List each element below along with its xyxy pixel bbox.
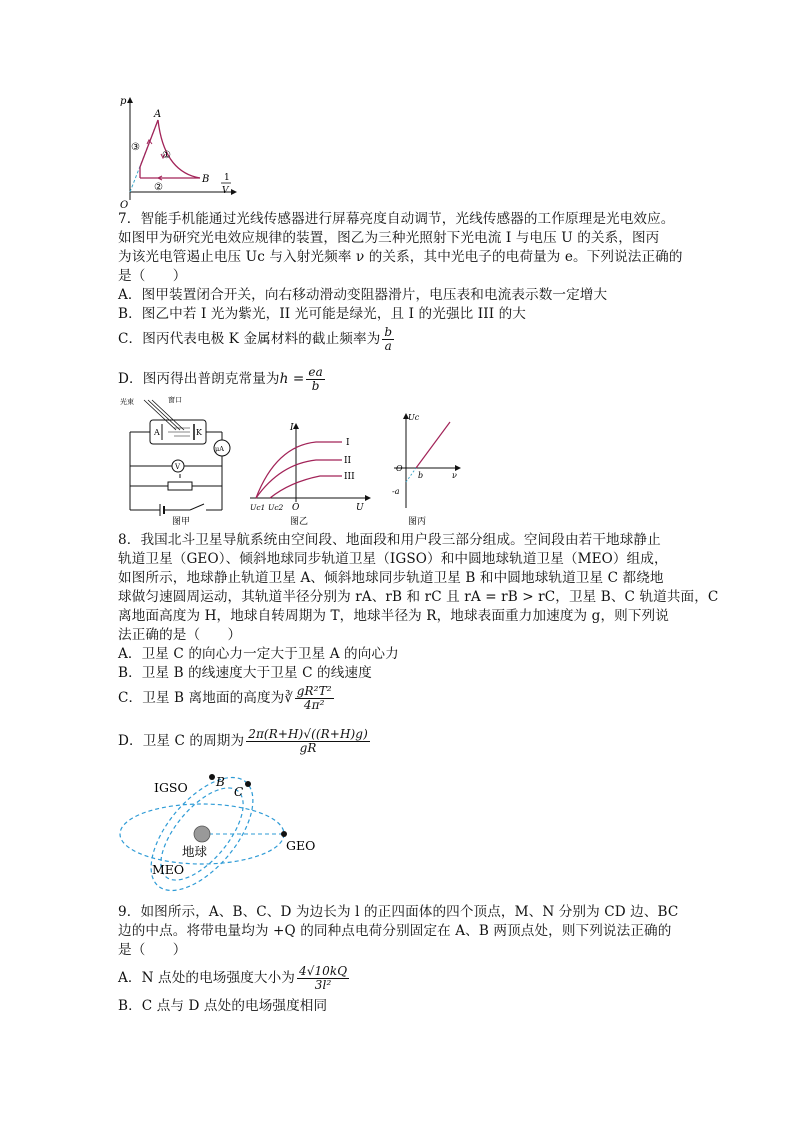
fig-c-b-label: b bbox=[418, 471, 424, 480]
c-label: C bbox=[234, 785, 244, 799]
point-a: A bbox=[154, 109, 162, 120]
path-3 bbox=[140, 120, 158, 167]
q8-option-c: C．卫星 B 离地面的高度为∛ $\frac{\text{gR²T²}}{\text{4π²}}$ bbox=[118, 684, 332, 712]
fig-a-cathode-label: K bbox=[196, 428, 202, 437]
meo-label: MEO bbox=[152, 862, 185, 877]
igso-label: IGSO bbox=[154, 780, 188, 795]
switch bbox=[190, 504, 204, 510]
fig-c-neg-a: -a bbox=[392, 487, 400, 496]
q7-option-c-frac: $\frac{b}{a}$ bbox=[384, 325, 393, 353]
fig-c-caption: 图丙 bbox=[408, 517, 427, 526]
path2-label: ② bbox=[154, 182, 163, 193]
q7-option-d bbox=[118, 366, 327, 393]
satellite-c bbox=[245, 781, 251, 787]
q8-line2: 轨道卫星（GEO）、倾斜地球同步轨道卫星（IGSO）和中圆地球轨道卫星（MEO）组成， bbox=[118, 551, 668, 567]
v-axis-den: V bbox=[222, 186, 229, 196]
uc-dashed bbox=[406, 468, 416, 482]
p-axis-label: p bbox=[120, 96, 127, 107]
q8-option-c-frac: $\frac{\text{gR²T²}}{\text{4π²}}$ bbox=[296, 684, 332, 712]
q8-option-a: A．卫星 C 的向心力一定大于卫星 A 的向心力 bbox=[118, 646, 399, 662]
q8-option-c-text: C．卫星 B 离地面的高度为 bbox=[118, 690, 285, 706]
fig-a-caption: 图甲 bbox=[172, 517, 191, 526]
curve-iii bbox=[270, 476, 342, 498]
q8-line4: 球做匀速圆周运动，其轨道半径分别为 rA、rB 和 rC 且 rA = rB > rC，卫星 B、C 轨道共面，C bbox=[118, 589, 719, 605]
q7-line4: 是（ ） bbox=[118, 268, 187, 284]
q9-option-a-text: A．N 点处的电场强度大小为 bbox=[118, 970, 295, 986]
q7-option-d-h: h = bbox=[279, 371, 305, 387]
satellite-b bbox=[209, 774, 215, 780]
fig-a-circuit bbox=[118, 394, 240, 526]
satellite-a bbox=[281, 831, 287, 837]
curve-i bbox=[256, 442, 342, 498]
q8-line5: 离地面高度为 H，地球自转周期为 T，地球半径为 R，地球表面重力加速度为 g，则下列说 bbox=[118, 608, 669, 624]
fig-a-window-label: 窗口 bbox=[168, 396, 182, 404]
q7-option-b: B．图乙中若 I 光为紫光，II 光可能是绿光，且 I 的光强比 III 的大 bbox=[118, 306, 526, 322]
b-label: B bbox=[216, 775, 225, 789]
q7-option-c-text: C．图丙代表电极 K 金属材料的截止频率为 bbox=[118, 331, 381, 347]
fig-b-uc2: Uc2 bbox=[268, 503, 284, 512]
fig-a-voltmeter-label: V bbox=[175, 463, 181, 471]
q7-line1: 7．智能手机能通过光线传感器进行屏幕亮度自动调节，光线传感器的工作原理是光电效应。 bbox=[118, 211, 675, 227]
fig-a-anode-label: A bbox=[154, 428, 160, 437]
fig-b-curve2-label: II bbox=[344, 456, 352, 466]
q9-option-a bbox=[118, 965, 351, 992]
uc-line bbox=[416, 422, 450, 468]
q9-line3: 是（ ） bbox=[118, 942, 187, 958]
q7-line2: 如图甲为研究光电效应规律的装置，图乙为三种光照射下光电流 I 与电压 U 的关系，图丙 bbox=[118, 230, 660, 246]
fig-b-caption: 图乙 bbox=[290, 517, 309, 526]
v-axis-num: 1 bbox=[224, 173, 230, 183]
curve-ii bbox=[256, 460, 342, 498]
orbit-diagram bbox=[118, 764, 338, 904]
q9-option-b: B．C 点与 D 点处的电场强度相同 bbox=[118, 998, 328, 1014]
q8-line6: 法正确的是（ ） bbox=[118, 627, 242, 643]
q8-option-d bbox=[118, 728, 372, 755]
q7-option-c bbox=[118, 326, 396, 353]
fig-b-i-axis: I bbox=[290, 423, 294, 433]
fig-b-curve3-label: III bbox=[344, 472, 355, 482]
q8-line3: 如图所示，地球静止轨道卫星 A、倾斜地球同步轨道卫星 B 和中圆地球轨道卫星 C 都绕地 bbox=[118, 570, 664, 586]
fig-c-v-axis: ν bbox=[452, 471, 457, 480]
q9-line2: 边的中点。将带电量均为 +Q 的同种点电荷分别固定在 A、B 两顶点处，则下列说法正确的 bbox=[118, 923, 672, 939]
rheostat bbox=[168, 482, 192, 490]
q8-option-d-frac: $\frac{2\pi(R+H)√((R+H)g)}{gR}$ bbox=[248, 727, 368, 755]
earth bbox=[194, 826, 210, 842]
q7-line3: 为该光电管遏止电压 Uc 与入射光频率 ν 的关系，其中光电子的电荷量为 e。下列说法正确的 bbox=[118, 249, 683, 265]
q9-option-a-frac: $\frac{4√10kQ}{\text{3l²}}$ bbox=[298, 964, 348, 992]
fig-a-light-label: 光束 bbox=[120, 398, 134, 406]
path3-label: ③ bbox=[131, 142, 140, 153]
geo-label: GEO bbox=[286, 838, 316, 853]
origin-label: O bbox=[120, 200, 129, 210]
fig-a-microammeter-label: μA bbox=[215, 445, 224, 453]
earth-label: 地球 bbox=[182, 844, 208, 859]
q7-option-d-text: D．图丙得出普朗克常量为 bbox=[118, 371, 280, 387]
q7-option-a: A．图甲装置闭合开关，向右移动滑动变阻器滑片，电压表和电流表示数一定增大 bbox=[118, 287, 608, 303]
q8-option-d-text: D．卫星 C 的周期为 bbox=[118, 733, 245, 749]
q8-option-b: B．卫星 B 的线速度大于卫星 C 的线速度 bbox=[118, 665, 372, 681]
path1-label: ① bbox=[162, 150, 171, 161]
fig-b-origin: O bbox=[292, 503, 300, 513]
fig-b-u-axis: U bbox=[356, 503, 364, 513]
q8-line1: 8．我国北斗卫星导航系统由空间段、地面段和用户段三部分组成。空间段由若干地球静止 bbox=[118, 532, 661, 548]
fig-c-origin: O bbox=[396, 464, 403, 473]
point-b: B bbox=[202, 174, 210, 185]
fig-c-uc-axis: Uc bbox=[408, 413, 420, 422]
fig-b-curve1-label: I bbox=[346, 438, 350, 448]
fig-b-uc1: Uc1 bbox=[250, 503, 266, 512]
fig-c-uc-graph bbox=[386, 408, 466, 526]
q7-option-d-frac: $\frac{ea}{b}$ bbox=[308, 365, 323, 393]
path-1 bbox=[158, 120, 200, 178]
pv-graph bbox=[118, 92, 238, 210]
q9-line1: 9．如图所示，A、B、C、D 为边长为 l 的正四面体的四个顶点，M、N 分别为 CD 边、BC bbox=[118, 904, 679, 920]
fig-b-iu-graph bbox=[246, 420, 376, 526]
